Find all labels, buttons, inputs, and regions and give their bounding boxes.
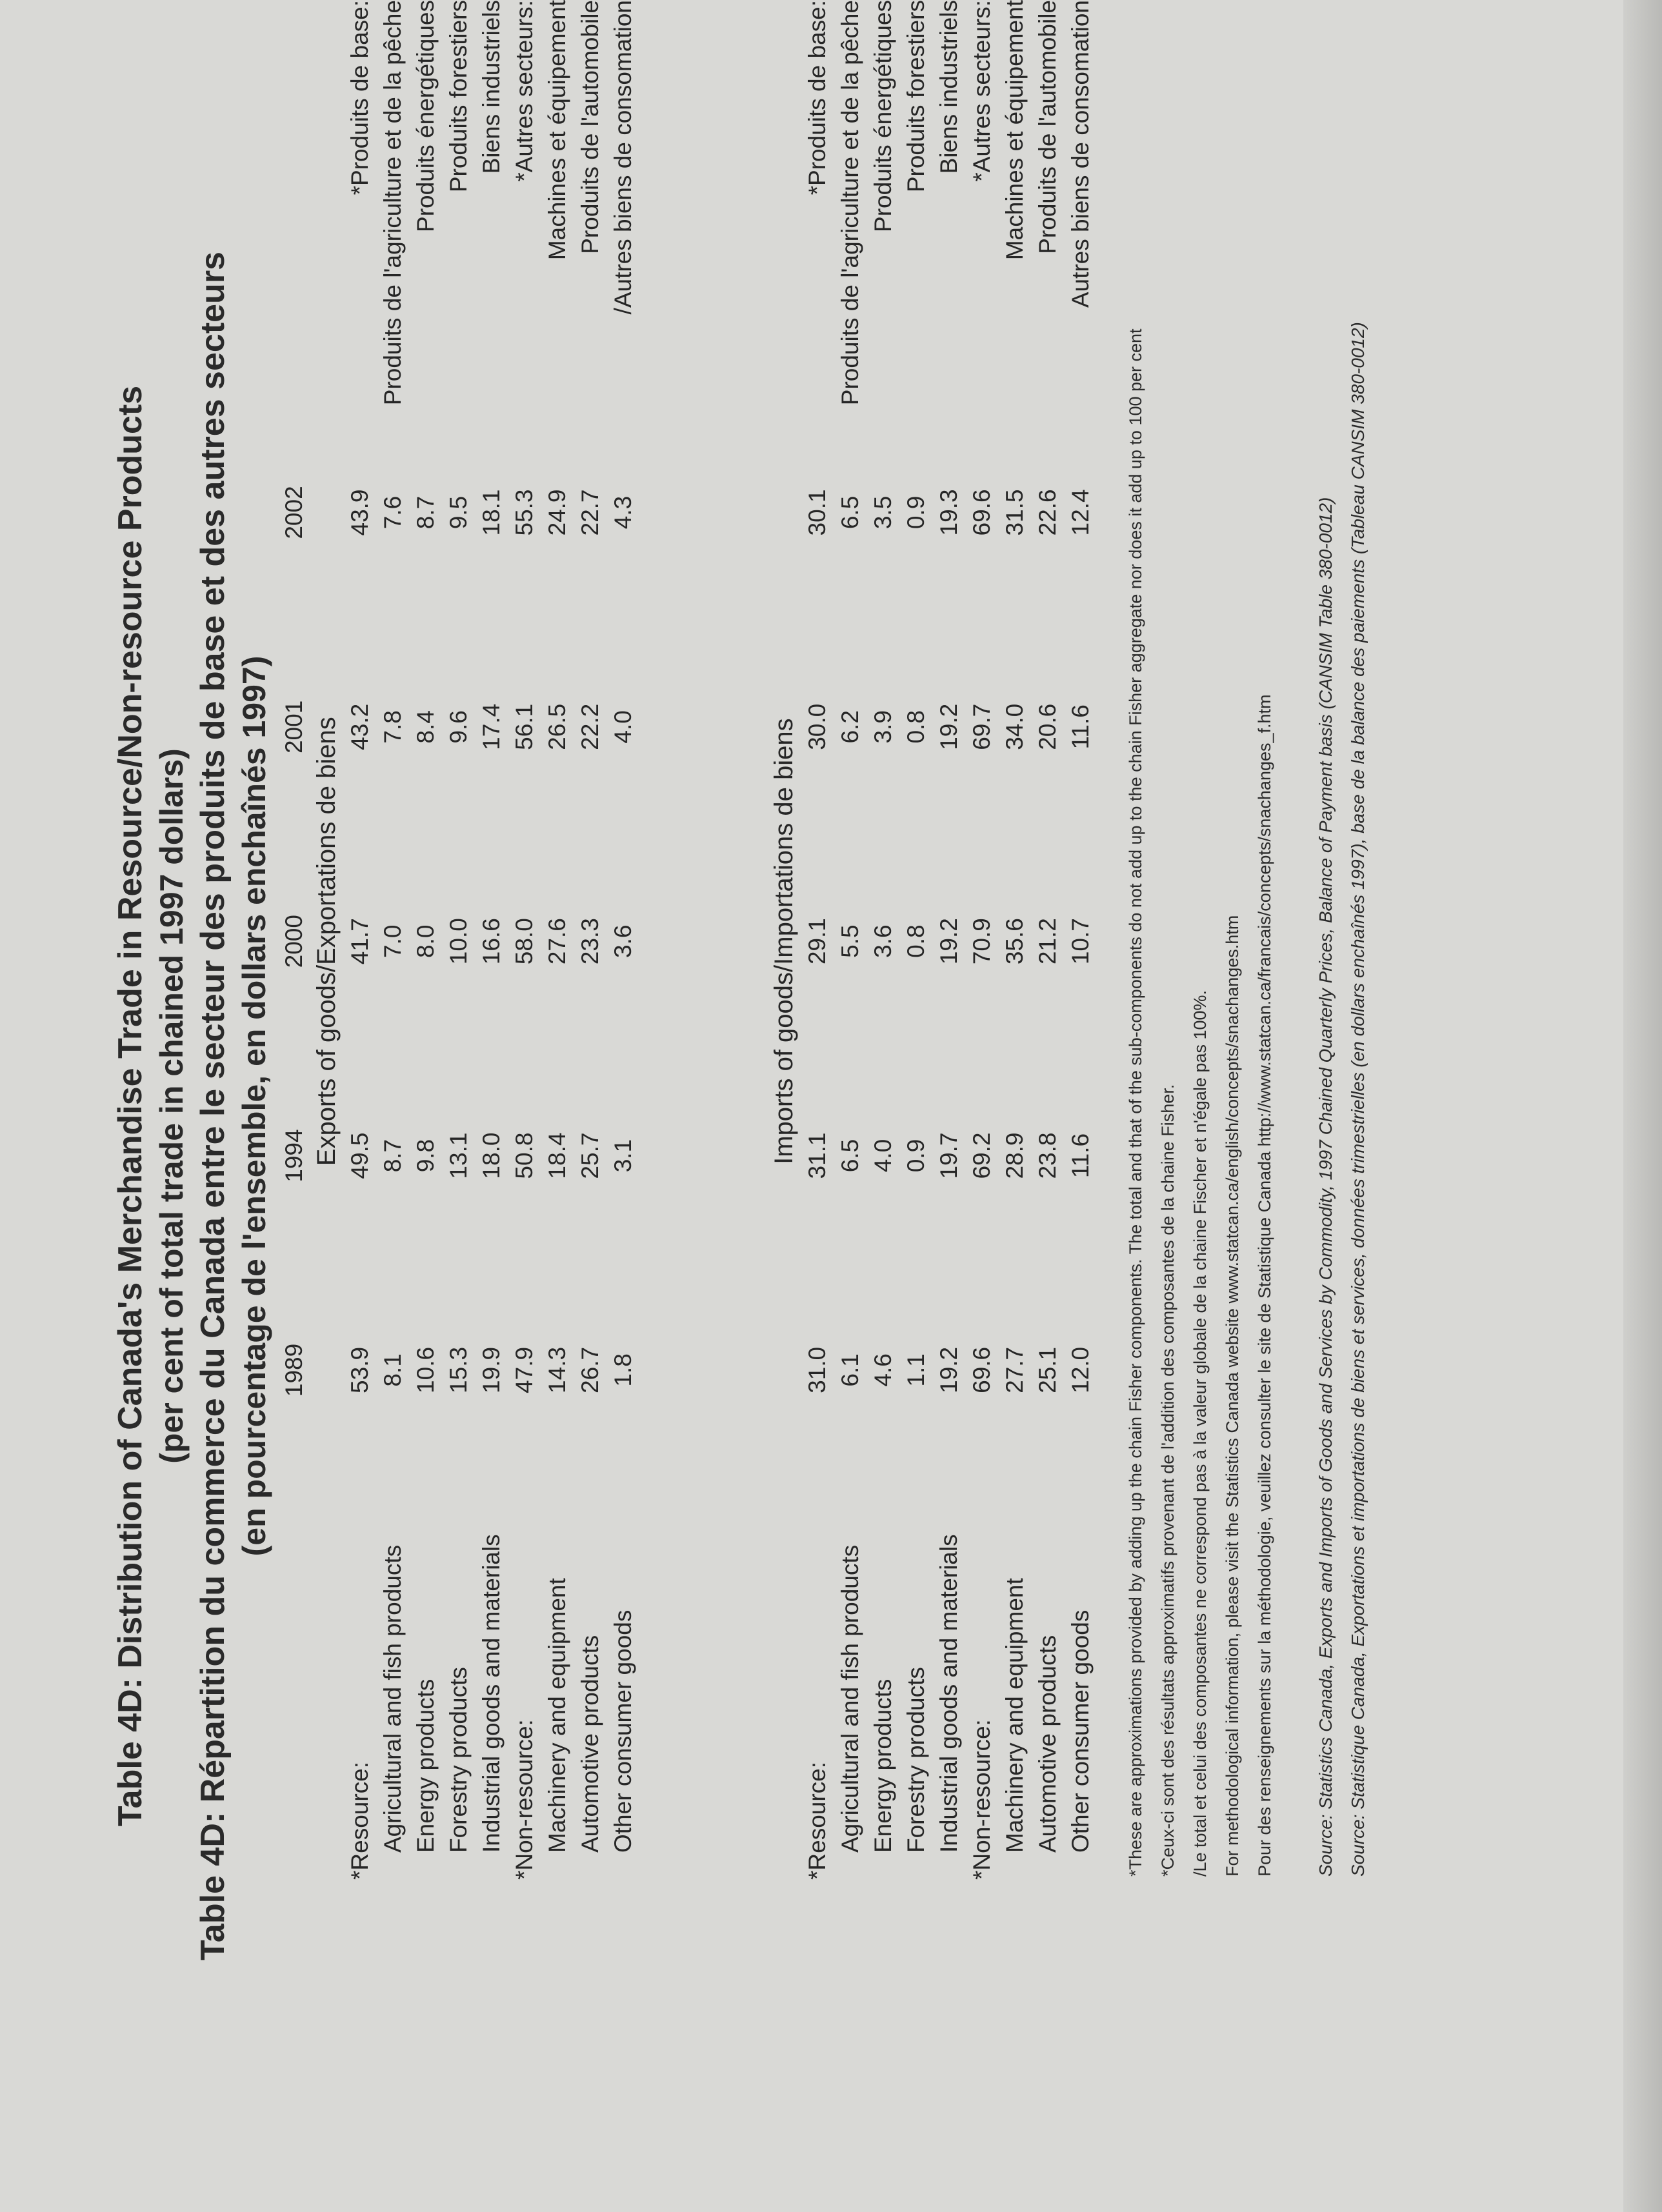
value-cell: 6.2 [837, 710, 863, 744]
table-row [932, 0, 965, 1880]
table-row [899, 0, 932, 1880]
row-label-en: Forestry products [445, 1667, 472, 1853]
value-cell: 6.5 [837, 495, 863, 530]
value-cell: 6.5 [837, 1139, 863, 1173]
footnotes [1119, 328, 1281, 1877]
table-row [508, 0, 541, 1880]
row-label-fr: Produits énergétiques [870, 0, 896, 232]
value-cell: 25.7 [577, 1132, 603, 1179]
value-cell: 11.6 [1067, 1133, 1094, 1179]
row-label-fr: Produits énergétiques [412, 0, 439, 232]
table-row [606, 0, 639, 1880]
table-row [475, 0, 508, 1880]
value-cell: 4.6 [870, 1353, 896, 1387]
row-label-en: Automotive products [1034, 1635, 1061, 1853]
footnote: /Le total et celui des composantes ne correspond pas à la valeur globale de la chaine Fischer et n'égale pas 100%. [1190, 990, 1210, 1877]
table-row [343, 0, 376, 1880]
exports-table [277, 0, 639, 1880]
row-label-en: Energy products [870, 1679, 896, 1853]
imports-rows [801, 0, 1097, 1880]
exports-rows [343, 0, 639, 1880]
value-cell: 19.7 [936, 1132, 962, 1179]
value-cell: 17.4 [478, 703, 505, 750]
value-cell: 26.7 [577, 1346, 603, 1393]
value-cell: 7.6 [379, 495, 406, 530]
value-cell: 19.2 [936, 703, 962, 750]
row-label-fr: Produits de l'agriculture et de la pêche [837, 0, 863, 406]
sources [1310, 322, 1374, 1877]
table-row [866, 0, 899, 1880]
row-label-fr: Produits forestiers [445, 0, 472, 193]
row-label-fr: Biens industriels [478, 0, 505, 174]
value-cell: 8.7 [412, 495, 439, 530]
value-cell: 18.1 [478, 489, 505, 536]
value-cell: 3.6 [610, 924, 636, 958]
value-cell: 22.6 [1034, 489, 1061, 536]
value-cell: 69.7 [968, 703, 995, 750]
value-cell: 19.2 [936, 1346, 962, 1393]
footnote: *These are approximations provided by adding up the chain Fisher components. The total and that of the sub-components do not add up to the chain Fisher aggregate nor does it add up to 100 per cent [1126, 328, 1145, 1877]
methodology-note: Pour des renseignements sur la méthodologie, veuillez consulter le site de Statistique Canada http://www.statcan.ca/francais/concepts/snachanges_f.htm [1255, 694, 1274, 1877]
value-cell: 47.9 [511, 1346, 537, 1393]
value-cell: 19.3 [936, 489, 962, 536]
value-cell: 31.0 [804, 1346, 830, 1393]
value-cell: 30.1 [804, 489, 830, 536]
value-cell: 49.5 [346, 1132, 373, 1179]
value-cell: 41.7 [346, 918, 373, 965]
value-cell: 9.8 [412, 1139, 439, 1173]
value-cell: 1.8 [610, 1353, 636, 1387]
value-cell: 14.3 [544, 1346, 570, 1393]
value-cell: 70.9 [968, 918, 995, 965]
value-cell: 28.9 [1001, 1132, 1028, 1179]
value-cell: 29.1 [804, 918, 830, 965]
footnote: *Ceux-ci sont des résultats approximatifs provenant de l'addition des composantes de la chaine Fisher. [1158, 1084, 1177, 1877]
table-row [1064, 0, 1097, 1880]
value-cell: 69.6 [968, 1346, 995, 1393]
row-label-fr: Biens industriels [936, 0, 962, 174]
row-label-fr: Produits de l'agriculture et de la pêche [379, 0, 406, 406]
table-title-block [110, 0, 275, 2212]
value-cell: 43.9 [346, 489, 373, 536]
value-cell: 13.1 [445, 1132, 472, 1179]
table-row [409, 0, 442, 1880]
row-label-fr: Machines et équipement [1001, 0, 1028, 261]
exports-heading: Exports of goods/Exportations de biens [312, 717, 341, 1166]
title-fr-units: (en pourcentage de l'ensemble, en dollars enchaînés 1997) [236, 655, 272, 1557]
value-cell: 69.2 [968, 1132, 995, 1179]
source-line: Source: Statistique Canada, Exportations et importations de biens et services, données trimestrielles (en dollars enchaînés 1997), base de la balance des paiements (Tableau CANSIM 380-0012) [1348, 322, 1368, 1877]
row-label-en: Automotive products [577, 1635, 603, 1853]
value-cell: 18.4 [544, 1132, 570, 1179]
value-cell: 3.6 [870, 924, 896, 958]
row-label-en: *Resource: [804, 1761, 830, 1880]
year-header: 1994 [281, 1129, 307, 1182]
value-cell: 4.0 [610, 710, 636, 744]
value-cell: 69.6 [968, 489, 995, 536]
exports-heading-row [310, 0, 343, 1880]
row-label-fr: *Autres secteurs: [511, 0, 537, 182]
table-row [574, 0, 606, 1880]
value-cell: 0.8 [903, 924, 929, 958]
value-cell: 27.6 [544, 918, 570, 965]
value-cell: 0.9 [903, 495, 929, 530]
value-cell: 21.2 [1034, 918, 1061, 965]
table-row [998, 0, 1031, 1880]
title-en-units: (per cent of total trade in chained 1997 dollars) [154, 748, 190, 1464]
table-row [376, 0, 409, 1880]
value-cell: 50.8 [511, 1132, 537, 1179]
value-cell: 12.4 [1067, 489, 1094, 536]
value-cell: 8.4 [412, 710, 439, 744]
year-header: 2002 [281, 486, 307, 539]
row-label-en: Agricultural and fish products [379, 1544, 406, 1853]
value-cell: 3.5 [870, 495, 896, 530]
row-label-en: Other consumer goods [1067, 1609, 1094, 1853]
row-label-en: Agricultural and fish products [837, 1544, 863, 1853]
value-cell: 26.5 [544, 703, 570, 750]
row-label-fr: Machines et équipement [544, 0, 570, 261]
value-cell: 22.7 [577, 489, 603, 536]
value-cell: 43.2 [346, 703, 373, 750]
value-cell: 5.5 [837, 924, 863, 958]
table-row [442, 0, 475, 1880]
value-cell: 31.5 [1001, 489, 1028, 536]
row-label-en: Industrial goods and materials [478, 1534, 505, 1853]
row-label-en: Machinery and equipment [544, 1578, 570, 1853]
value-cell: 58.0 [511, 918, 537, 965]
row-label-en: *Resource: [346, 1761, 373, 1880]
value-cell: 7.8 [379, 710, 406, 744]
row-label-fr: *Produits de base: [804, 0, 830, 195]
value-cell: 1.1 [903, 1353, 929, 1387]
value-cell: 15.3 [445, 1346, 472, 1393]
value-cell: 7.0 [379, 924, 406, 958]
value-cell: 10.0 [445, 918, 472, 965]
value-cell: 0.8 [903, 710, 929, 744]
value-cell: 8.7 [379, 1139, 406, 1173]
row-label-fr: Produits de l'automobile [577, 0, 603, 254]
year-header: 2000 [281, 915, 307, 968]
value-cell: 9.5 [445, 495, 472, 530]
value-cell: 20.6 [1034, 703, 1061, 750]
row-label-fr: *Produits de base: [346, 0, 373, 195]
title-fr: Table 4D: Répartition du commerce du Canada entre le secteur des produits de base et des autres secteurs [194, 252, 232, 1960]
row-label-en: Industrial goods and materials [936, 1534, 962, 1853]
table-row [801, 0, 834, 1880]
value-cell: 3.9 [870, 710, 896, 744]
value-cell: 6.1 [837, 1353, 863, 1387]
row-label-fr: Produits de l'automobile [1034, 0, 1061, 254]
value-cell: 55.3 [511, 489, 537, 536]
value-cell: 24.9 [544, 489, 570, 536]
value-cell: 18.0 [478, 1132, 505, 1179]
table-row [834, 0, 866, 1880]
row-label-en: *Non-resource: [511, 1719, 537, 1880]
value-cell: 22.2 [577, 703, 603, 750]
value-cell: 25.1 [1034, 1346, 1061, 1393]
row-label-en: *Non-resource: [968, 1719, 995, 1880]
title-en: Table 4D: Distribution of Canada's Merchandise Trade in Resource/Non-resource Products [112, 385, 149, 1827]
table-row [965, 0, 998, 1880]
table-row [541, 0, 574, 1880]
value-cell: 8.1 [379, 1353, 406, 1387]
row-label-en: Forestry products [903, 1667, 929, 1853]
value-cell: 16.6 [478, 918, 505, 965]
value-cell: 19.9 [478, 1346, 505, 1393]
value-cell: 11.6 [1067, 704, 1094, 750]
year-header-row [277, 0, 310, 1880]
row-label-fr: Produits forestiers [903, 0, 929, 193]
table-row [1031, 0, 1064, 1880]
value-cell: 0.9 [903, 1139, 929, 1173]
value-cell: 23.8 [1034, 1132, 1061, 1179]
year-header: 1989 [281, 1343, 307, 1397]
value-cell: 12.0 [1067, 1346, 1094, 1393]
value-cell: 56.1 [511, 703, 537, 750]
row-label-en: Other consumer goods [610, 1609, 636, 1853]
value-cell: 10.6 [412, 1346, 439, 1393]
row-label-fr: Autres biens de consomation [1067, 0, 1094, 308]
value-cell: 27.7 [1001, 1346, 1028, 1393]
value-cell: 10.7 [1067, 918, 1094, 965]
row-label-fr: *Autres secteurs: [968, 0, 995, 182]
value-cell: 34.0 [1001, 703, 1028, 750]
value-cell: 30.0 [804, 703, 830, 750]
imports-heading: Imports of goods/Importations de biens [770, 718, 798, 1164]
imports-heading-row [768, 0, 801, 1880]
source-line: Source: Statistics Canada, Exports and Imports of Goods and Services by Commodity, 1997 Chained Quarterly Prices, Balance of Payment basis (CANSIM Table 380-0012) [1316, 497, 1336, 1877]
value-cell: 3.1 [610, 1139, 636, 1173]
value-cell: 4.3 [610, 495, 636, 530]
value-cell: 23.3 [577, 918, 603, 965]
value-cell: 53.9 [346, 1346, 373, 1393]
value-cell: 8.0 [412, 924, 439, 958]
year-header: 2001 [281, 700, 307, 754]
imports-table [768, 0, 1097, 1880]
row-label-en: Machinery and equipment [1001, 1578, 1028, 1853]
value-cell: 31.1 [804, 1132, 830, 1179]
row-label-en: Energy products [412, 1679, 439, 1853]
value-cell: 4.0 [870, 1139, 896, 1173]
row-label-fr: /Autres biens de consomation [610, 0, 636, 315]
value-cell: 35.6 [1001, 918, 1028, 965]
value-cell: 9.6 [445, 710, 472, 744]
methodology-note: For methodological information, please visit the Statistics Canada website www.statcan.ca/english/concepts/snachanges.htm [1223, 915, 1242, 1877]
value-cell: 19.2 [936, 918, 962, 965]
